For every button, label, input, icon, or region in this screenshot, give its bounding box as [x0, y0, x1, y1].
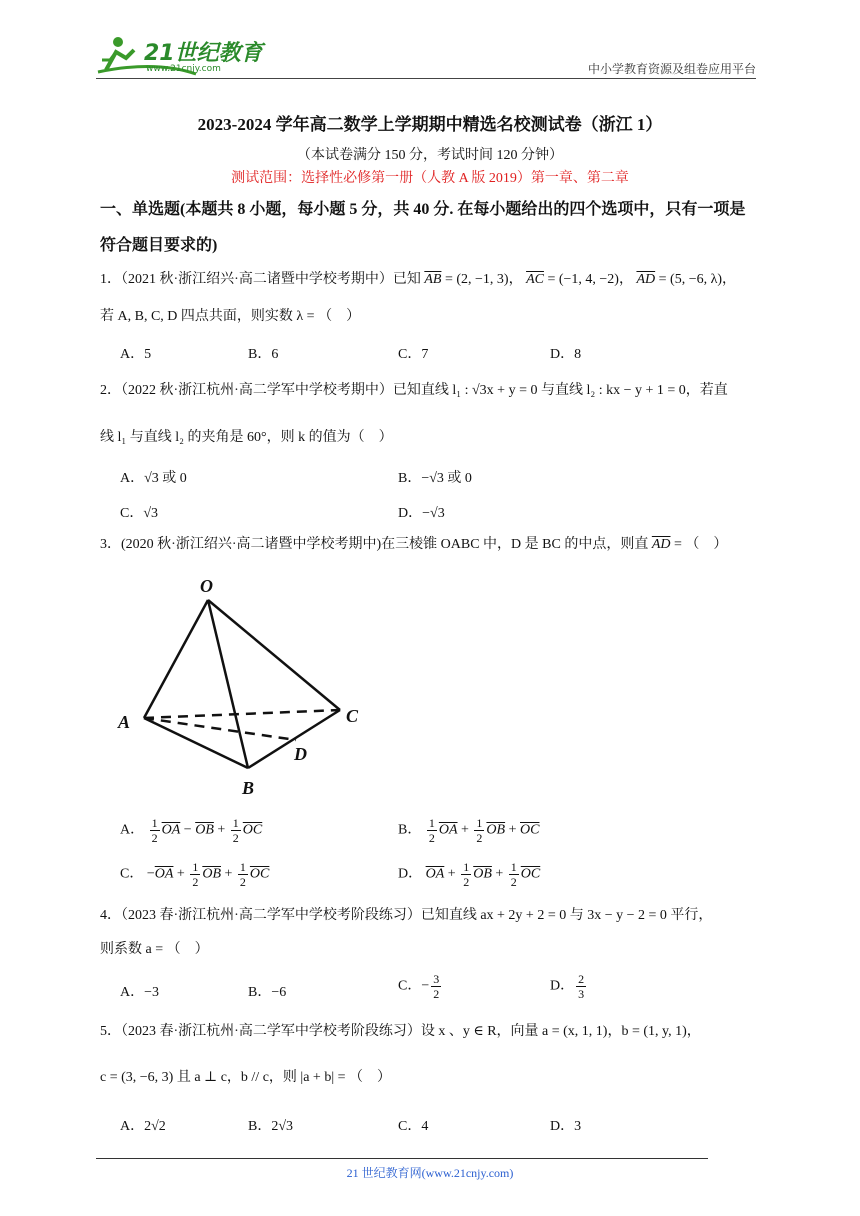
- fraction: $\frac{1}{2}$: [476, 816, 483, 845]
- question-source: （2023 春·浙江杭州·高二学军中学校考阶段练习）: [121, 1024, 421, 1039]
- question-number: 5．: [100, 1024, 121, 1039]
- option-label: D．: [398, 866, 423, 882]
- q3-option-c[interactable]: C． $-\overline{OA}$ + $\frac{1}{2}$ $\overline{OB}$ + $\frac{1}{2}$ $\overline{OC}$: [120, 860, 270, 889]
- fraction: $\frac{1}{2}$: [232, 816, 239, 845]
- q2-option-c[interactable]: C．√3: [120, 506, 159, 521]
- vector-ab-value: = (2, −1, 3): [444, 272, 509, 287]
- label-d: D: [294, 744, 307, 764]
- label-o: O: [200, 576, 213, 596]
- label-b: B: [242, 778, 255, 798]
- fraction: $\frac{1}{2}$: [239, 860, 246, 889]
- fraction: $\frac{1}{2}$: [151, 816, 158, 845]
- q3-option-a[interactable]: A． $\frac{1}{2}$ $\overline{OA} - \overline{OB}$ + $\frac{1}{2}$ $\overline{OC}$: [120, 816, 263, 845]
- question-source: （2021 秋·浙江绍兴·高二诸暨中学校考期中）: [121, 272, 393, 287]
- q2-option-b[interactable]: B．−√3 或 0: [398, 471, 472, 486]
- page-title: 2023-2024 学年高二数学上学期期中精选名校测试卷（浙江 1）: [197, 115, 663, 134]
- q5-option-a[interactable]: A．2√2: [120, 1119, 166, 1134]
- exam-info: （本试卷满分 150 分，考试时间 120 分钟）: [297, 148, 563, 163]
- option-label: D．: [550, 978, 575, 994]
- label-c: C: [346, 706, 359, 726]
- question-text: 已知直线 l₁ : √3x + y = 0 与直线 l₂ : kx − y + 1 = 0，若直: [392, 383, 728, 398]
- q5-option-b[interactable]: B．2√3: [248, 1119, 294, 1134]
- q4-option-d[interactable]: [550, 972, 588, 1001]
- header-divider: [96, 78, 756, 79]
- logo-url: www.21cnjy.com: [146, 64, 221, 74]
- option-label: B．: [398, 822, 422, 838]
- question-number: 1．: [100, 272, 121, 287]
- logo-text: 21世纪教育: [144, 41, 263, 66]
- q4-option-b[interactable]: B．−6: [248, 985, 287, 1000]
- section-heading: 一、单选题(本题共 8 小题，每小题 5 分，共 40 分. 在每小题给出的四个选项中，只有一项是符合题目要求的): [100, 201, 746, 254]
- site-logo: [96, 30, 266, 80]
- vector-ac-value: = (−1, 4, −2): [547, 272, 619, 287]
- q1-option-a[interactable]: A．5: [120, 347, 152, 362]
- q5-option-d[interactable]: D．3: [550, 1119, 582, 1134]
- question-text: 设 x 、y ∈ R，向量 a = (x, 1, 1)，b = (1, y, 1)，: [420, 1024, 701, 1039]
- label-a: A: [118, 712, 131, 732]
- question-source: （2023 春·浙江杭州·高二学军中学校考阶段练习）: [121, 908, 421, 923]
- header-platform-text: 中小学教育资源及组卷应用平台: [587, 62, 756, 76]
- question-text: 在三棱锥 OABC 中，D 是 BC 的中点，则直: [381, 537, 649, 552]
- question-source: （2022 秋·浙江杭州·高二学军中学校考期中）: [121, 383, 393, 398]
- fraction: $\frac{1}{2}$: [192, 860, 199, 889]
- q4-option-c[interactable]: C．− $\frac{3}{2}$: [398, 972, 440, 1001]
- question-number: 3．: [100, 537, 121, 552]
- question-number: 2．: [100, 383, 121, 398]
- question-2: [100, 381, 765, 401]
- footer-link[interactable]: 21 世纪教育网(www.21cnjy.com): [346, 1166, 514, 1180]
- question-3: [100, 535, 765, 555]
- fraction: $\frac{1}{2}$: [463, 860, 470, 889]
- vector-ad-value: = (5, −6, λ): [658, 272, 723, 287]
- option-label: C．: [120, 866, 144, 882]
- question-1-line2: 若 A, B, C, D 四点共面，则实数 λ = （ ）: [100, 309, 361, 324]
- question-5-line2: c = (3, −6, 3) 且 a ⊥ c，b // c，则 |a + b| = （ ）: [100, 1070, 392, 1085]
- vector-ab: $\overline{AB}$: [424, 272, 442, 287]
- fraction: $\frac{1}{2}$: [428, 816, 435, 845]
- question-number: 4．: [100, 908, 121, 923]
- q2-option-d[interactable]: D．−√3: [398, 506, 445, 521]
- question-source: (2020 秋·浙江绍兴·高二诸暨中学校考期中): [121, 537, 382, 552]
- vector-ad: $\overline{AD}$: [636, 272, 656, 287]
- q5-option-c[interactable]: C．4: [398, 1119, 429, 1134]
- q2-option-a[interactable]: A．√3 或 0: [120, 471, 187, 486]
- exam-scope: 测试范围：选择性必修第一册（人教 A 版 2019）第一章、第二章: [231, 171, 629, 186]
- option-label: C．: [398, 978, 422, 994]
- q1-option-b[interactable]: B．6: [248, 347, 279, 362]
- question-text: 已知: [392, 272, 421, 287]
- vector-ac: $\overline{AC}$: [526, 272, 544, 287]
- q1-option-c[interactable]: C．7: [398, 347, 429, 362]
- fraction: $\frac{2}{3}$: [578, 972, 585, 1001]
- question-text: 已知直线 ax + 2y + 2 = 0 与 3x − y − 2 = 0 平行，: [420, 908, 713, 923]
- q4-option-a[interactable]: A．−3: [120, 985, 160, 1000]
- tetrahedron-figure: [108, 570, 388, 800]
- question-4: [100, 906, 765, 926]
- q1-option-d[interactable]: D．8: [550, 347, 582, 362]
- vector-ad: $\overline{AD}$: [651, 537, 671, 552]
- question-4-line2: 则系数 a = （ ）: [100, 942, 209, 957]
- question-tail: = （ ）: [674, 537, 728, 552]
- footer-divider: [96, 1158, 708, 1159]
- fraction: $\frac{1}{2}$: [510, 860, 517, 889]
- option-label: A．: [120, 822, 145, 838]
- question-5: [100, 1022, 765, 1042]
- question-2-line2: 线 l₁ 与直线 l₂ 的夹角是 60°，则 k 的值为（ ）: [100, 430, 393, 445]
- q3-option-d[interactable]: D． $\overline{OA}$ + $\frac{1}{2}$ $\overline{OB}$ + $\frac{1}{2}$ $\overline{OC}$: [398, 860, 541, 889]
- q3-option-b[interactable]: B． $\frac{1}{2}$ $\overline{OA}$ + $\frac{1}{2}$ $\overline{OB} + \overline{OC}$: [398, 816, 540, 845]
- question-1: 1．（2021 秋·浙江绍兴·高二诸暨中学校考期中）已知 $\overline{AB} = (2$, −1, 3)， $\overline{AC} = (-1$, 4, −2)， $\overline{AD} = (5$, −6, λ)，: [100, 272, 737, 287]
- fraction: $\frac{3}{2}$: [433, 972, 440, 1001]
